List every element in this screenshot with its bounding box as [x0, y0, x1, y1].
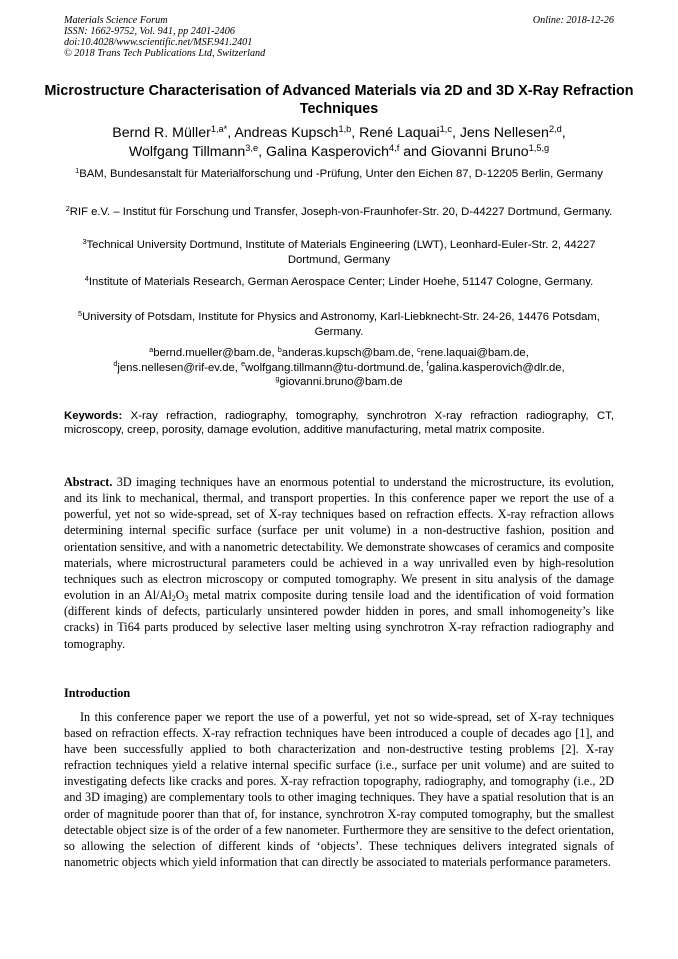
affiliation-text: University of Potsdam, Institute for Physics and Astronomy, Karl-Liebknecht-Str. 24-26, 14476 Potsdam, Germany.	[82, 311, 600, 338]
email-key: c	[416, 344, 421, 354]
author-affiliation-mark: 2,d	[548, 123, 562, 134]
email-key: g	[275, 373, 280, 383]
author	[359, 125, 460, 141]
affiliation-number: 4	[84, 273, 89, 283]
paper-title: Microstructure Characterisation of Advanced Materials via 2D and 3D X-Ray Refraction Techniques	[44, 83, 634, 117]
author	[266, 144, 431, 160]
affiliation	[64, 238, 614, 267]
copyright-line: © 2018 Trans Tech Publications Ltd, Switzerland	[64, 48, 266, 59]
abstract-subscript: 3	[184, 594, 189, 604]
author-separator: and	[399, 144, 431, 160]
author-affiliation-mark: 1,a*	[210, 123, 228, 134]
author-separator: ,	[351, 125, 360, 141]
keywords-label: Keywords:	[64, 410, 123, 422]
email-key: d	[113, 359, 118, 369]
section-heading-introduction: Introduction	[64, 686, 131, 700]
author-name: Andreas Kupsch	[234, 125, 339, 141]
email-link[interactable]: giovanni.bruno@bam.de	[279, 376, 403, 388]
author-name: Jens Nellesen	[459, 125, 549, 141]
affiliation	[64, 310, 614, 339]
author-separator: ,	[258, 144, 266, 160]
email-key: b	[277, 344, 282, 354]
email-separator: ,	[561, 361, 565, 374]
abstract-text-continued: metal matrix composite during tensile load and the identification of void formation (different kinds of defects, particularly unsintered powder hidden in pores, and small inhomogeneity’s like cracks) in Ti64 parts produced by selective laser melting using synchrotron X-ray refraction radiography and tomography.	[64, 588, 614, 651]
email-key: f	[426, 359, 429, 369]
issn-line: ISSN: 1662-9752, Vol. 941, pp 2401-2406	[64, 26, 235, 37]
author-name: Giovanni Bruno	[430, 144, 529, 160]
author-name: René Laquai	[359, 125, 440, 141]
abstract-text: 3D imaging techniques have an enormous potential to understand the microstructure, its evolution, and its link to mechanical, thermal, and transport properties. In this conference paper we report the use of a powerful, yet not so wide-spread, set of X-ray techniques based on refraction effects. X-ray refraction allows determining internal specific surface (surface per unit volume) in a non-destructive fashion, position and orientation sensitive, and with a nanometric detectability. We demonstrate showcases of ceramics and composite materials, where microstructural parameters could be achieved in a way unrivalled even by high-resolution techniques such as electron microscopy or computed tomography. We present in situ analysis of the damage evolution in an Al/Al	[64, 475, 614, 603]
author-affiliation-mark: 4,f	[389, 142, 400, 153]
affiliation	[64, 275, 614, 290]
email-entry	[149, 344, 278, 359]
author-name: Wolfgang Tillmann	[128, 144, 246, 160]
email-separator: ,	[234, 361, 242, 374]
keywords-text: X-ray refraction, radiography, tomography, synchrotron X-ray refraction radiography, CT, microscopy, creep, porosity, damage evolution, additive manufacturing, metal matrix composite.	[64, 410, 614, 436]
email-separator: ,	[410, 347, 417, 359]
author	[460, 125, 566, 141]
author-name: Bernd R. Müller	[112, 125, 211, 141]
email-separator: ,	[420, 361, 427, 374]
affiliation-text: Technical University Dortmund, Institute of Materials Engineering (LWT), Leonhard-Euler-Str. 2, 44227 Dortmund, Germany	[86, 239, 596, 266]
abstract-subscript: 2	[171, 594, 176, 604]
author-separator: ,	[561, 125, 566, 141]
affiliation-number: 5	[78, 308, 83, 318]
affiliation-text: RIF e.V. – Institut für Forschung und Transfer, Joseph-von-Fraunhofer-Str. 20, D-44227 Dortmund, Germany.	[69, 206, 613, 218]
email-entry	[113, 359, 242, 374]
email-link[interactable]: wolfgang.tillmann@tu-dortmund.de	[245, 361, 421, 374]
author	[112, 125, 234, 141]
email-link[interactable]: jens.nellesen@rif-ev.de	[117, 361, 235, 374]
author-separator: ,	[227, 125, 235, 141]
affiliation-text: Institute of Materials Research, German Aerospace Center; Linder Hoehe, 51147 Cologne, Germany.	[88, 276, 594, 288]
email-link[interactable]: rene.laquai@bam.de	[420, 347, 526, 359]
abstract-formula-part: O	[175, 588, 185, 603]
online-date: Online: 2018-12-26	[532, 15, 614, 26]
email-entry	[277, 344, 417, 359]
journal-header	[64, 15, 265, 59]
author	[234, 125, 359, 141]
email-entry	[275, 373, 403, 388]
email-separator: ,	[525, 347, 529, 359]
affiliation-number: 3	[82, 236, 87, 246]
author-list	[40, 124, 638, 162]
affiliation-number: 1	[75, 165, 80, 175]
email-link[interactable]: bernd.mueller@bam.de	[153, 347, 272, 359]
journal-name: Materials Science Forum	[64, 15, 168, 26]
introduction-paragraph: In this conference paper we report the use of a powerful, yet not so wide-spread, set of X-ray techniques based on refraction effects. X-ray refraction techniques have been introduced a couple of decades ago [1], and have been successfully applied to both characterization and non-destructive testing problems [2]. X-ray refraction techniques yield a relative internal specific surface (i.e., surface per unit volume) and are suited to investigating defects like cracks and pores. X-ray refraction topography, radiography, and tomography (i.e., 2D and 3D imaging) are complementary tools to other imaging techniques. They have a spatial resolution that is an order of magnitude poorer than that of, for instance, synchrotron X-ray computed tomography, but the smallest detectable object size is of the order of a few nanometer. Furthermore they are sensitive to the defect orientation, so allowing the selection of different kinds of ‘objects’. These techniques delivers integrated signals of nanometric objects which yield information that can directly be associated to materials performance parameters.	[64, 710, 614, 869]
email-link[interactable]: anderas.kupsch@bam.de	[281, 347, 411, 359]
email-separator: ,	[271, 347, 278, 359]
affiliation	[64, 205, 614, 220]
author	[431, 144, 549, 160]
affiliation-number: 2	[65, 203, 70, 213]
author-affiliation-mark: 1,b	[338, 123, 352, 134]
abstract-label: Abstract.	[64, 475, 113, 489]
keywords-paragraph	[64, 410, 614, 437]
email-entry	[426, 359, 565, 374]
author-affiliation-mark: 1,5,g	[528, 142, 550, 153]
email-list	[64, 346, 614, 390]
email-key: a	[149, 344, 154, 354]
affiliation-text: BAM, Bundesanstalt für Materialforschung und -Prüfung, Unter den Eichen 87, D-12205 Berlin, Germany	[79, 168, 603, 180]
email-link[interactable]: galina.kasperovich@dlr.de	[428, 361, 562, 374]
abstract-paragraph	[64, 474, 614, 652]
email-entry	[241, 359, 427, 374]
author-affiliation-mark: 1,c	[439, 123, 452, 134]
email-entry	[416, 344, 529, 359]
doi-line: doi:10.4028/www.scientific.net/MSF.941.2401	[64, 37, 253, 48]
email-key: e	[241, 359, 246, 369]
author-name: Galina Kasperovich	[266, 144, 390, 160]
author-separator: ,	[451, 125, 460, 141]
affiliation	[64, 167, 614, 182]
author-affiliation-mark: 3,e	[245, 142, 259, 153]
author	[129, 144, 266, 160]
